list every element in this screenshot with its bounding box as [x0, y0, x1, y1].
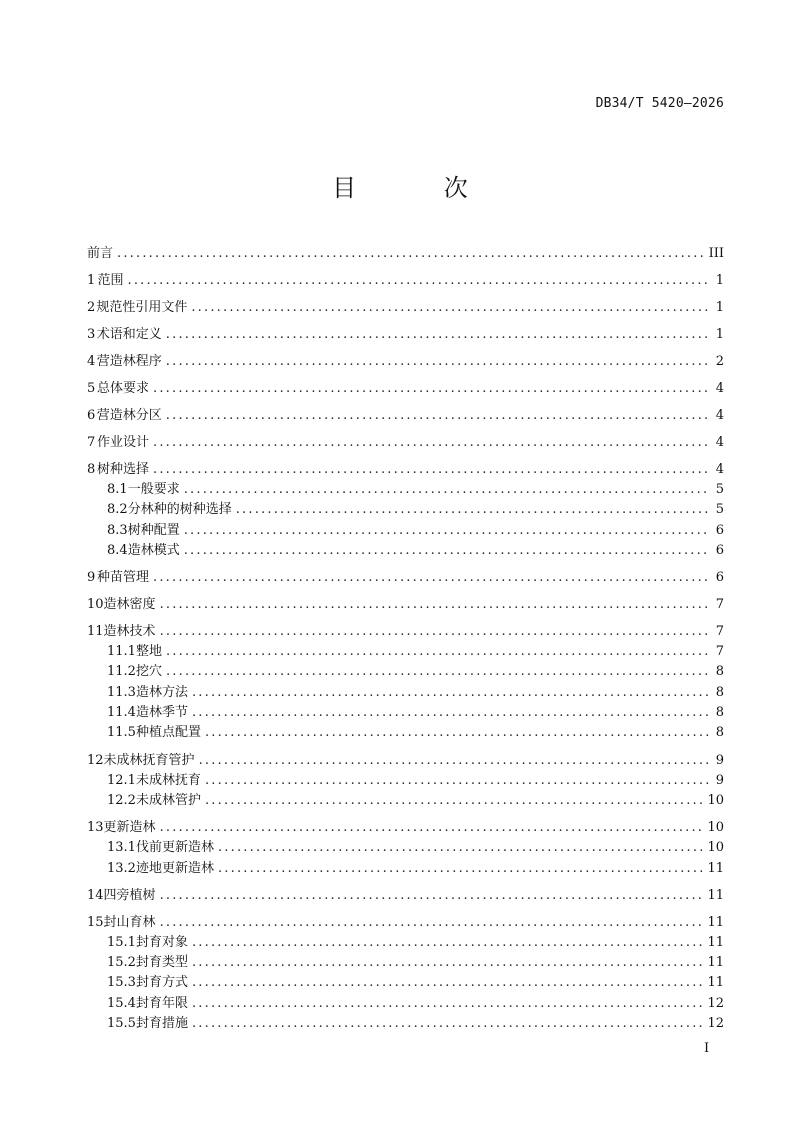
toc-entry[interactable]: [87, 350, 724, 370]
toc-entry[interactable]: [87, 242, 724, 262]
toc-entry-number: 15.2: [107, 955, 136, 971]
toc-leader-dots: [153, 462, 710, 477]
toc-entry-page: 11: [707, 860, 724, 876]
toc-subentry[interactable]: [87, 789, 724, 809]
toc-entry-label: 封育对象: [135, 934, 188, 950]
toc-entry-label: 未成林管护: [135, 792, 201, 808]
toc-leader-dots: [160, 888, 704, 903]
toc-entry-number: 9: [87, 570, 96, 586]
toc-entry-page: 9: [715, 772, 724, 788]
page-number: I: [704, 1041, 710, 1056]
toc-entry-label: 造林季节: [135, 705, 188, 721]
toc-entry-page: III: [708, 246, 724, 261]
toc-leader-dots: [166, 408, 710, 423]
toc-leader-dots: [127, 273, 710, 288]
toc-leader-dots: [192, 955, 703, 970]
toc-entry-number: 5: [87, 381, 96, 396]
toc-leader-dots: [192, 975, 703, 990]
toc-entry-label: 挖穴: [135, 664, 162, 680]
toc-entry[interactable]: [87, 816, 724, 836]
toc-entry-number: 13: [87, 820, 104, 836]
toc-entry-number: 14: [87, 887, 104, 903]
toc-leader-dots: [160, 915, 704, 930]
toc-leader-dots: [192, 685, 710, 700]
toc-entry-label: 范围: [97, 273, 124, 288]
toc-entry-page: 11: [707, 934, 724, 950]
toc-entry-number: 12: [87, 752, 104, 768]
toc-entry-page: 4: [715, 435, 724, 450]
toc-entry-page: 10: [707, 820, 724, 836]
toc-entry-page: 4: [715, 462, 724, 477]
toc-subentry[interactable]: [87, 769, 724, 789]
toc-entry-label: 营造林程序: [96, 354, 162, 369]
toc-subentry[interactable]: [87, 681, 724, 701]
toc-leader-dots: [166, 327, 710, 342]
toc-entry-label: 种植点配置: [135, 725, 201, 741]
toc-leader-dots: [236, 502, 710, 517]
toc-leader-dots: [153, 381, 710, 396]
toc-subentry[interactable]: [87, 951, 724, 971]
toc-subentry[interactable]: [87, 992, 724, 1012]
toc-entry[interactable]: [87, 323, 724, 343]
toc-entry-number: 11.4: [107, 705, 136, 721]
toc-leader-dots: [192, 705, 710, 720]
toc-subentry[interactable]: [87, 660, 724, 680]
toc-entry-page: 12: [707, 1016, 724, 1032]
toc-leader-dots: [218, 840, 703, 855]
toc-entry-number: 15: [87, 914, 104, 930]
toc-entry-number: 7: [87, 435, 96, 450]
toc-entry-number: 8.3: [107, 522, 128, 538]
toc-entry-page: 12: [707, 995, 724, 1011]
toc-entry-number: 15.5: [107, 1016, 136, 1032]
toc-entry-page: 7: [715, 597, 724, 613]
toc-entry-label: 四旁植树: [103, 887, 156, 903]
toc-entry-label: 前言: [87, 246, 114, 261]
toc-subentry[interactable]: [87, 971, 724, 991]
toc-entry-number: 11.5: [107, 725, 136, 741]
toc-entry-label: 造林模式: [127, 542, 180, 558]
toc-entry-number: 6: [87, 408, 96, 423]
toc-leader-dots: [153, 435, 710, 450]
toc-entry-page: 11: [707, 975, 724, 991]
toc-leader-dots: [153, 570, 710, 585]
toc-entry-number: 3: [87, 327, 96, 342]
toc-entry-page: 8: [715, 684, 724, 700]
toc-entry-label: 造林密度: [103, 597, 156, 613]
toc-leader-dots: [166, 664, 710, 679]
toc-entry-number: 12.1: [107, 772, 136, 788]
toc-entry-number: 4: [87, 354, 96, 369]
toc-entry-number: 11.2: [107, 664, 136, 680]
toc-entry[interactable]: [87, 404, 724, 424]
toc-subentry[interactable]: [87, 640, 724, 660]
toc-entry-page: 4: [715, 381, 724, 396]
toc-entry-page: 1: [715, 327, 724, 342]
toc-entry-page: 6: [715, 522, 724, 538]
toc-leader-dots: [205, 773, 710, 788]
toc-entry-label: 一般要求: [127, 482, 180, 497]
toc-leader-dots: [192, 935, 703, 950]
page-title: 目 次: [332, 174, 508, 202]
toc-entry[interactable]: [87, 431, 724, 451]
toc-entry[interactable]: [87, 269, 724, 289]
toc-entry-page: 7: [715, 624, 724, 640]
toc-leader-dots: [192, 996, 703, 1011]
toc-entry-label: 伐前更新造林: [135, 840, 214, 856]
toc-leader-dots: [160, 624, 710, 639]
toc-entry-page: 11: [707, 914, 724, 930]
toc-entry-page: 4: [715, 408, 724, 423]
toc-subentry[interactable]: [87, 836, 724, 856]
toc-entry-label: 整地: [135, 644, 162, 660]
toc-entry[interactable]: [87, 566, 724, 586]
toc-entry-label: 术语和定义: [96, 327, 162, 342]
toc-entry-page: 8: [715, 664, 724, 680]
toc-entry-label: 总体要求: [97, 381, 150, 396]
toc-subentry[interactable]: [87, 539, 724, 559]
toc-entry[interactable]: [87, 296, 724, 316]
toc-entry-label: 作业设计: [97, 435, 150, 450]
toc-leader-dots: [184, 482, 710, 497]
toc-leader-dots: [191, 300, 710, 315]
toc-subentry[interactable]: [87, 519, 724, 539]
toc-subentry[interactable]: [87, 931, 724, 951]
toc-subentry[interactable]: [87, 498, 724, 518]
toc-entry-number: 11.1: [107, 644, 136, 660]
toc-entry-page: 5: [715, 502, 724, 518]
toc-entry-number: 8: [87, 462, 96, 477]
toc-leader-dots: [205, 793, 703, 808]
toc-entry-number: 12.2: [107, 792, 136, 808]
toc-entry-number: 11: [87, 624, 104, 640]
toc-entry-label: 更新造林: [103, 820, 156, 836]
toc-entry-label: 封育方式: [135, 975, 188, 991]
toc-entry-page: 1: [715, 300, 724, 315]
toc-entry-label: 树种配置: [127, 522, 180, 538]
toc-entry-page: 6: [715, 570, 724, 586]
toc-leader-dots: [160, 597, 710, 612]
toc-subentry[interactable]: [87, 701, 724, 721]
toc-entry-page: 1: [715, 273, 724, 288]
toc-entry-label: 规范性引用文件: [96, 300, 188, 315]
toc-entry[interactable]: [87, 620, 724, 640]
toc-entry-page: 8: [715, 725, 724, 741]
toc-entry-page: 2: [715, 354, 724, 369]
toc-entry-number: 8.1: [107, 482, 128, 497]
toc-entry-page: 10: [707, 840, 724, 856]
toc-entry[interactable]: [87, 593, 724, 613]
toc-leader-dots: [218, 861, 703, 876]
toc-entry-label: 封山育林: [103, 914, 156, 930]
toc-entry-number: 13.1: [107, 840, 136, 856]
toc-entry-number: 2: [87, 300, 96, 315]
toc-entry-number: 8.4: [107, 542, 128, 558]
toc-entry-page: 7: [715, 644, 724, 660]
toc-subentry[interactable]: [87, 857, 724, 877]
toc-entry[interactable]: [87, 884, 724, 904]
toc-entry-label: 未成林抚育管护: [103, 752, 195, 768]
toc-entry-page: 8: [715, 705, 724, 721]
toc-entry-number: 10: [87, 597, 104, 613]
toc-entry[interactable]: [87, 377, 724, 397]
toc-leader-dots: [166, 354, 710, 369]
toc-subentry[interactable]: [87, 1012, 724, 1032]
toc-leader-dots: [117, 246, 705, 261]
toc-entry-label: 造林技术: [103, 624, 156, 640]
toc-entry-number: 1: [87, 273, 96, 288]
toc-leader-dots: [184, 523, 710, 538]
toc-leader-dots: [205, 725, 710, 740]
toc-entry-number: 13.2: [107, 860, 136, 876]
toc-leader-dots: [199, 753, 710, 768]
toc-entry[interactable]: [87, 911, 724, 931]
toc-entry-number: 15.4: [107, 995, 136, 1011]
toc-entry-label: 封育类型: [135, 955, 188, 971]
toc-entry-label: 种苗管理: [97, 570, 150, 586]
document-code: DB34/T 5420—2026: [595, 96, 724, 111]
toc-leader-dots: [184, 543, 710, 558]
toc-entry-page: 9: [715, 752, 724, 768]
toc-entry-number: 15.1: [107, 934, 136, 950]
toc-entry-page: 11: [707, 955, 724, 971]
toc-entry-page: 5: [715, 482, 724, 497]
toc-entry-label: 树种选择: [97, 462, 150, 477]
toc-entry[interactable]: [87, 458, 724, 478]
toc-entry-label: 分林种的树种选择: [127, 502, 232, 518]
toc-leader-dots: [166, 644, 710, 659]
toc-entry-page: 10: [707, 792, 724, 808]
toc-entry-label: 封育措施: [135, 1016, 188, 1032]
toc-entry-number: 15.3: [107, 975, 136, 991]
toc-subentry[interactable]: [87, 478, 724, 498]
toc-entry-label: 未成林抚育: [135, 772, 201, 788]
toc-entry-page: 6: [715, 542, 724, 558]
toc-entry-page: 11: [707, 887, 724, 903]
toc-entry-label: 造林方法: [135, 684, 188, 700]
toc-subentry[interactable]: [87, 721, 724, 741]
toc-entry[interactable]: [87, 749, 724, 769]
toc-entry-label: 封育年限: [135, 995, 188, 1011]
toc-leader-dots: [192, 1016, 703, 1031]
toc-entry-number: 8.2: [107, 502, 128, 518]
toc-leader-dots: [160, 820, 704, 835]
table-of-contents: [87, 242, 724, 1032]
toc-entry-label: 营造林分区: [96, 408, 162, 423]
toc-entry-number: 11.3: [107, 684, 136, 700]
toc-entry-label: 迹地更新造林: [135, 860, 214, 876]
